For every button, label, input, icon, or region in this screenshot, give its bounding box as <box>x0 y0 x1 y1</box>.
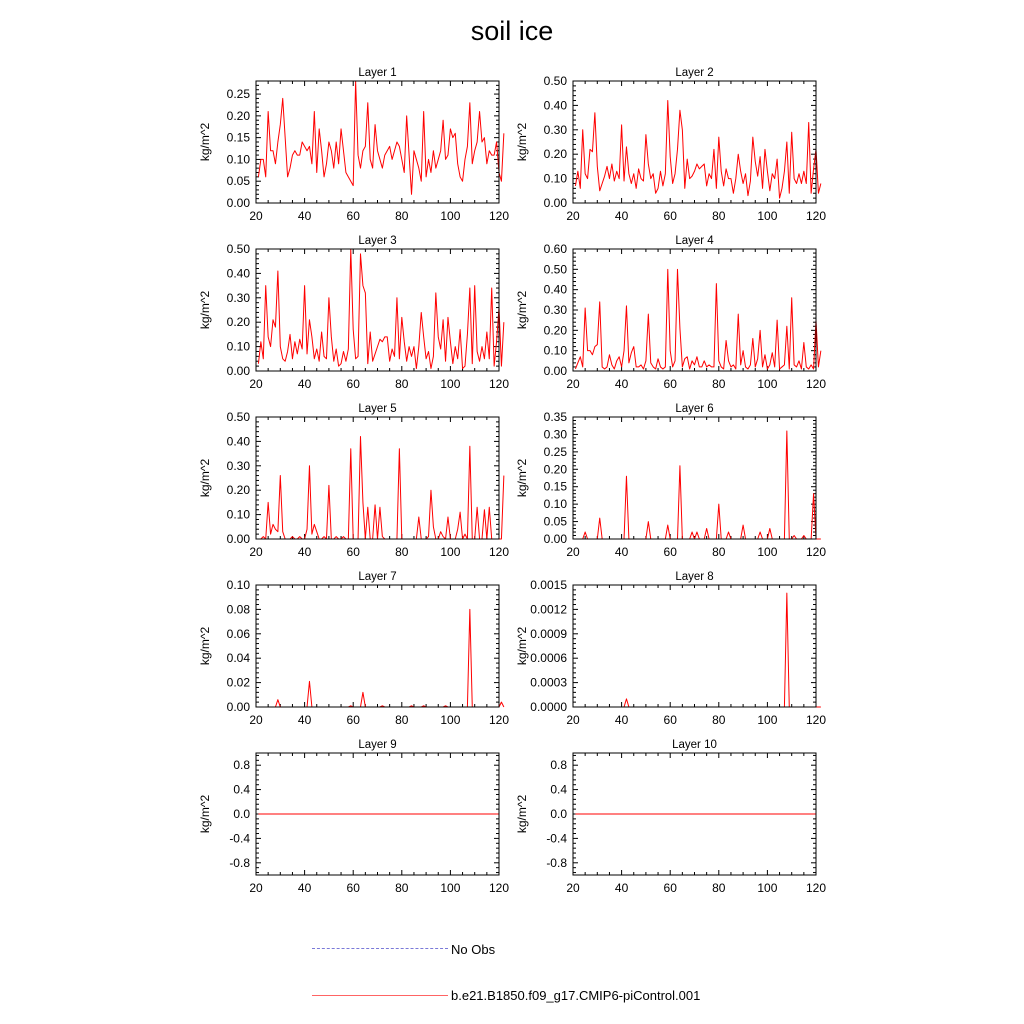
x-tick-label: 40 <box>614 377 629 391</box>
x-tick-label: 80 <box>712 545 726 559</box>
y-axis-label: kg/m^2 <box>198 794 212 834</box>
data-series-line <box>258 609 503 707</box>
page-title: soil ice <box>470 16 554 46</box>
x-tick-label: 80 <box>712 713 726 727</box>
legend-line-no-obs <box>312 948 448 949</box>
chart-panel-6 <box>515 403 826 559</box>
y-tick-label: 0.05 <box>543 514 567 529</box>
plot-frame <box>256 585 499 707</box>
chart-title: Layer 3 <box>358 235 397 247</box>
plot-frame <box>573 81 816 203</box>
y-tick-label: 0.40 <box>543 282 567 297</box>
x-tick-label: 40 <box>297 713 312 727</box>
y-tick-label: 0.50 <box>226 410 250 424</box>
x-tick-label: 100 <box>757 209 778 223</box>
y-tick-label: 0.10 <box>226 507 250 522</box>
y-tick-label: -0.4 <box>546 831 567 846</box>
legend-label-model: b.e21.B1850.f09_g17.CMIP6-piControl.001 <box>451 988 701 1003</box>
x-tick-label: 40 <box>614 545 629 559</box>
x-tick-label: 100 <box>757 881 778 895</box>
x-tick-label: 100 <box>440 209 461 223</box>
x-tick-label: 100 <box>440 377 461 391</box>
y-tick-label: -0.8 <box>546 855 567 870</box>
plot-frame <box>256 417 499 539</box>
chart-title: Layer 6 <box>675 403 714 415</box>
x-tick-label: 40 <box>297 881 312 895</box>
chart-title: Layer 1 <box>358 67 397 79</box>
y-axis-label: kg/m^2 <box>198 458 212 498</box>
chart-panel-7 <box>198 571 509 727</box>
y-tick-label: 0.20 <box>226 483 250 498</box>
x-tick-label: 60 <box>346 545 360 559</box>
data-series-line <box>575 593 820 707</box>
y-tick-label: 0.0009 <box>530 626 567 641</box>
y-tick-label: 0.30 <box>543 427 567 442</box>
x-tick-label: 100 <box>440 545 461 559</box>
y-tick-label: -0.4 <box>229 831 250 846</box>
chart-title: Layer 7 <box>358 571 397 583</box>
chart-title: Layer 9 <box>358 739 397 751</box>
x-tick-label: 80 <box>395 713 409 727</box>
data-series-line <box>575 269 820 369</box>
y-tick-label: 0.10 <box>226 578 250 592</box>
chart-title: Layer 2 <box>675 67 714 79</box>
plot-frame <box>573 585 816 707</box>
y-tick-label: 0.40 <box>226 266 250 281</box>
y-tick-label: 0.00 <box>226 196 250 210</box>
plot-frame <box>256 81 499 203</box>
y-tick-label: 0.30 <box>226 458 250 473</box>
x-tick-label: 40 <box>614 209 629 223</box>
y-axis-label: kg/m^2 <box>515 122 529 162</box>
x-tick-label: 100 <box>440 713 461 727</box>
y-tick-label: 0.10 <box>543 497 567 512</box>
x-tick-label: 20 <box>566 713 580 727</box>
y-tick-label: 0.00 <box>543 364 567 378</box>
x-tick-label: 120 <box>488 377 510 391</box>
y-tick-label: 0.40 <box>543 98 567 113</box>
data-series-line <box>575 101 820 199</box>
chart-panel-4 <box>515 235 826 391</box>
y-tick-label: 0.8 <box>233 758 250 773</box>
x-tick-label: 120 <box>488 209 510 223</box>
y-tick-label: 0.25 <box>226 87 250 102</box>
y-tick-label: 0.20 <box>226 315 250 330</box>
chart-title: Layer 8 <box>675 571 714 583</box>
x-tick-label: 40 <box>297 377 312 391</box>
y-tick-label: 0.04 <box>226 651 250 666</box>
y-tick-label: 0.20 <box>543 462 567 477</box>
x-tick-label: 40 <box>614 881 629 895</box>
y-tick-label: 0.08 <box>226 602 250 617</box>
x-tick-label: 100 <box>757 545 778 559</box>
y-axis-label: kg/m^2 <box>515 794 529 834</box>
y-tick-label: 0.10 <box>543 171 567 186</box>
x-tick-label: 120 <box>805 209 827 223</box>
y-tick-label: 0.00 <box>226 364 250 378</box>
x-tick-label: 60 <box>663 545 677 559</box>
x-tick-label: 120 <box>488 881 510 895</box>
x-tick-label: 120 <box>488 713 510 727</box>
y-tick-label: 0.02 <box>226 675 250 690</box>
y-tick-label: 0.20 <box>543 323 567 338</box>
x-tick-label: 20 <box>566 545 580 559</box>
y-tick-label: 0.10 <box>543 343 567 358</box>
y-tick-label: 0.20 <box>226 108 250 123</box>
x-tick-label: 120 <box>805 713 827 727</box>
y-tick-label: 0.0 <box>550 807 567 821</box>
y-tick-label: 0.15 <box>226 130 250 145</box>
y-tick-label: 0.15 <box>543 479 567 494</box>
plot-frame <box>256 249 499 371</box>
y-tick-label: 0.0012 <box>530 602 567 617</box>
x-tick-label: 80 <box>395 377 409 391</box>
y-tick-label: 0.50 <box>226 242 250 256</box>
chart-title: Layer 5 <box>358 403 397 415</box>
y-tick-label: 0.4 <box>233 782 250 797</box>
x-tick-label: 100 <box>757 377 778 391</box>
x-tick-label: 120 <box>805 881 827 895</box>
chart-panel-8 <box>515 571 826 727</box>
data-series-line <box>575 431 820 539</box>
y-tick-label: 0.60 <box>543 242 567 256</box>
y-axis-label: kg/m^2 <box>198 290 212 330</box>
data-series-line <box>258 249 503 369</box>
data-series-line <box>258 437 503 539</box>
x-tick-label: 20 <box>566 881 580 895</box>
y-tick-label: 0.0 <box>233 807 250 821</box>
y-tick-label: 0.0006 <box>530 651 567 666</box>
y-tick-label: -0.8 <box>229 855 250 870</box>
y-tick-label: 0.05 <box>226 174 250 189</box>
x-tick-label: 80 <box>712 881 726 895</box>
chart-panel-3 <box>198 235 509 391</box>
x-tick-label: 20 <box>249 209 263 223</box>
y-tick-label: 0.8 <box>550 758 567 773</box>
data-series-line <box>258 81 503 194</box>
x-tick-label: 60 <box>346 881 360 895</box>
x-tick-label: 40 <box>297 209 312 223</box>
y-tick-label: 0.00 <box>543 532 567 546</box>
x-tick-label: 100 <box>440 881 461 895</box>
y-tick-label: 0.4 <box>550 782 567 797</box>
x-tick-label: 80 <box>395 881 409 895</box>
x-tick-label: 60 <box>346 377 360 391</box>
x-tick-label: 60 <box>663 209 677 223</box>
y-tick-label: 0.0000 <box>530 700 567 714</box>
x-tick-label: 20 <box>249 377 263 391</box>
y-tick-label: 0.20 <box>543 147 567 162</box>
chart-panel-2 <box>515 67 826 223</box>
chart-panel-10 <box>515 739 826 895</box>
plot-frame <box>573 249 816 371</box>
y-tick-label: 0.30 <box>226 290 250 305</box>
y-tick-label: 0.06 <box>226 626 250 641</box>
chart-panel-9 <box>198 739 509 895</box>
y-axis-label: kg/m^2 <box>198 122 212 162</box>
x-tick-label: 60 <box>663 713 677 727</box>
x-tick-label: 60 <box>663 377 677 391</box>
x-tick-label: 120 <box>488 545 510 559</box>
y-tick-label: 0.30 <box>543 303 567 317</box>
chart-panel-5 <box>198 403 509 559</box>
x-tick-label: 20 <box>566 209 580 223</box>
x-tick-label: 20 <box>249 713 263 727</box>
x-tick-label: 80 <box>395 545 409 559</box>
y-axis-label: kg/m^2 <box>515 626 529 666</box>
plot-frame <box>573 417 816 539</box>
x-tick-label: 100 <box>757 713 778 727</box>
x-tick-label: 40 <box>297 545 312 559</box>
legend-label-no-obs: No Obs <box>451 942 496 957</box>
chart-title: Layer 10 <box>672 739 717 751</box>
y-tick-label: 0.50 <box>543 74 567 88</box>
y-tick-label: 0.10 <box>226 339 250 354</box>
y-tick-label: 0.00 <box>226 700 250 714</box>
y-tick-label: 0.50 <box>543 262 567 277</box>
y-tick-label: 0.00 <box>226 532 250 546</box>
y-tick-label: 0.0003 <box>530 675 567 690</box>
y-tick-label: 0.0015 <box>530 578 567 592</box>
y-axis-label: kg/m^2 <box>515 290 529 330</box>
x-tick-label: 60 <box>663 881 677 895</box>
y-axis-label: kg/m^2 <box>198 626 212 666</box>
x-tick-label: 80 <box>712 377 726 391</box>
x-tick-label: 20 <box>566 377 580 391</box>
x-tick-label: 60 <box>346 209 360 223</box>
x-tick-label: 120 <box>805 545 827 559</box>
legend-line-model <box>312 995 448 996</box>
y-tick-label: 0.25 <box>543 444 567 459</box>
y-tick-label: 0.40 <box>226 434 250 449</box>
x-tick-label: 20 <box>249 881 263 895</box>
y-tick-label: 0.10 <box>226 152 250 167</box>
x-tick-label: 20 <box>249 545 263 559</box>
x-tick-label: 60 <box>346 713 360 727</box>
x-tick-label: 80 <box>395 209 409 223</box>
y-tick-label: 0.35 <box>543 410 567 424</box>
x-tick-label: 120 <box>805 377 827 391</box>
x-tick-label: 40 <box>614 713 629 727</box>
x-tick-label: 80 <box>712 209 726 223</box>
chart-title: Layer 4 <box>675 235 714 247</box>
y-axis-label: kg/m^2 <box>515 458 529 498</box>
chart-panel-1 <box>198 67 509 223</box>
y-tick-label: 0.30 <box>543 122 567 137</box>
y-tick-label: 0.00 <box>543 196 567 210</box>
